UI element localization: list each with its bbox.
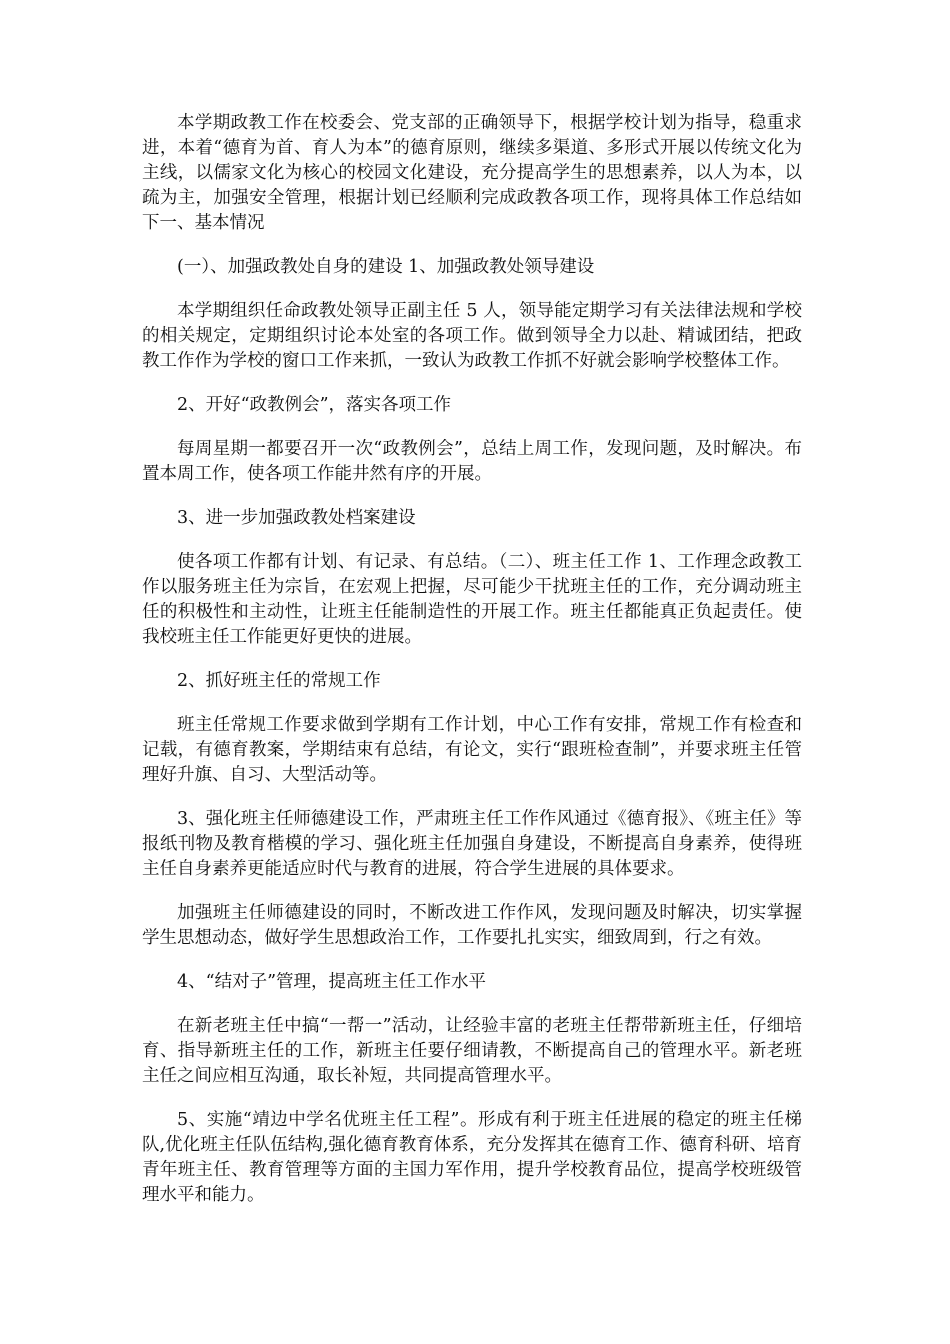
heading-mentoring: 4、“结对子”管理，提高班主任工作水平 bbox=[177, 972, 487, 992]
paragraph-excellence-project: 5、实施“靖边中学名优班主任工程”。形成有利于班主任进展的稳定的班主任梯队,优化班主任队伍结构,强化德育教育体系，充分发挥其在德育工作、德育科研、培育青年班主任、教育管理等方面的主国力军作用，提升学校教育品位，提高学校班级管理水平和能力。 bbox=[142, 1110, 802, 1205]
paragraph-archives: 使各项工作都有计划、有记录、有总结。（二）、班主任工作 1、工作理念政教工作以服务班主任为宗旨，在宏观上把握，尽可能少干扰班主任的工作，充分调动班主任的积极性和主动性，让班主任能制造性的开展工作。班主任都能真正负起责任。使我校班主任工作能更好更快的进展。 bbox=[142, 552, 802, 647]
paragraph-mentoring: 在新老班主任中搞“一帮一”活动，让经验丰富的老班主任帮带新班主任，仔细培育、指导新班主任的工作，新班主任要仔细请教，不断提高自己的管理水平。新老班主任之间应相互沟通，取长补短，共同提高管理水平。 bbox=[142, 1016, 802, 1086]
paragraph-leadership: 本学期组织任命政教处领导正副主任 5 人，领导能定期学习有关法律法规和学校的相关规定，定期组织讨论本处室的各项工作。做到领导全力以赴、精诚团结，把政教工作作为学校的窗口工作来抓，一致认为政教工作抓不好就会影响学校整体工作。 bbox=[142, 301, 802, 371]
heading-self-construction: (一）、加强政教处自身的建设 1、加强政教处领导建设 bbox=[177, 257, 595, 277]
paragraph-ethics: 3、强化班主任师德建设工作，严肃班主任工作作风通过《德育报》、《班主任》等报纸刊物及教育楷模的学习、强化班主任加强自身建设，不断提高自身素养，使得班主任自身素养更能适应时代与教育的进展，符合学生进展的具体要求。 bbox=[142, 809, 802, 879]
paragraph-work-style: 加强班主任师德建设的同时，不断改进工作作风，发现问题及时解决，切实掌握学生思想动态，做好学生思想政治工作，工作要扎扎实实，细致周到，行之有效。 bbox=[142, 903, 802, 948]
heading-weekly-meeting: 2、开好“政教例会”，落实各项工作 bbox=[177, 395, 452, 415]
paragraph-routine-work: 班主任常规工作要求做到学期有工作计划，中心工作有安排，常规工作有检查和记载，有德育教案，学期结束有总结，有论文，实行“跟班检查制”，并要求班主任管理好升旗、自习、大型活动等。 bbox=[142, 715, 802, 785]
heading-archives: 3、进一步加强政教处档案建设 bbox=[177, 508, 416, 528]
document-body bbox=[142, 111, 802, 1227]
heading-routine-work: 2、抓好班主任的常规工作 bbox=[177, 671, 381, 691]
paragraph-weekly-meeting: 每周星期一都要召开一次“政教例会”，总结上周工作，发现问题，及时解决。布置本周工作，使各项工作能井然有序的开展。 bbox=[142, 439, 802, 484]
paragraph-intro: 本学期政教工作在校委会、党支部的正确领导下，根据学校计划为指导，稳重求进，本着“德育为首、育人为本”的德育原则，继续多渠道、多形式开展以传统文化为主线，以儒家文化为核心的校园文化建设，充分提高学生的思想素养，以人为本，以疏为主，加强安全管理，根据计划已经顺利完成政教各项工作，现将具体工作总结如下一、基本情况 bbox=[142, 113, 802, 233]
